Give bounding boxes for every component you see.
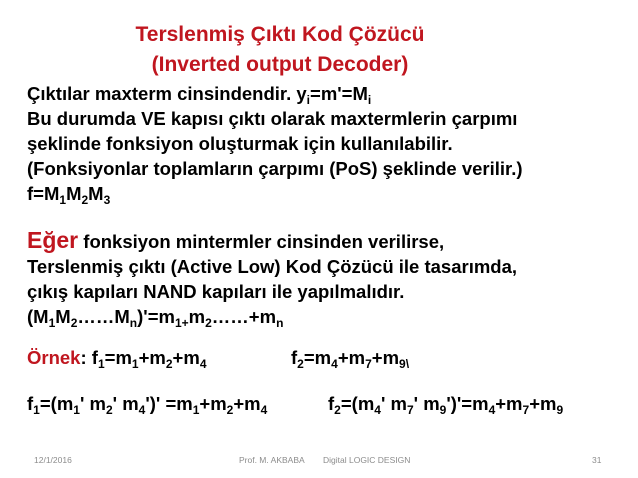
footer-course: Digital LOGIC DESIGN [323, 455, 411, 465]
result-f2: $f_2=(m_4'$ $m_7'$ $m_9')'=m_4+m_7+m_9$ [328, 393, 564, 417]
result-f1: $f_1=(m_1'$ $m_2'$ $m_4')' =m_1+m_2+m_4$ [27, 393, 268, 417]
maxterm-product: $f=M_1M_2M_3$ [27, 183, 111, 207]
body-line-3: şeklinde fonksiyon oluşturmak için kullanılabilir. [27, 133, 453, 154]
example-f2: $f_2=m_4+m_7+m_{9\backslash}$ [291, 347, 410, 371]
body-line-4: (Fonksiyonlar toplamların çarpımı (PoS) şeklinde verilir.) [27, 158, 523, 179]
body-line-6: Eğer fonksiyon mintermler cinsinden verilirse, [27, 227, 445, 253]
slide-title: Terslenmiş Çıktı Kod Çözücü [135, 23, 425, 46]
footer-page-number: 31 [592, 455, 602, 465]
slide-subtitle: (Inverted output Decoder) [151, 53, 409, 76]
footer-date: 12/1/2016 [34, 455, 72, 465]
example-line: Örnek: $f_1=m_1+m_2+m_4$ [27, 347, 207, 371]
footer-author: Prof. M. AKBABA [239, 455, 305, 465]
example-label: Örnek [27, 347, 81, 368]
body-line-2: Bu durumda VE kapısı çıktı olarak maxtermlerin çarpımı [27, 108, 518, 129]
keyword-eger: Eğer [27, 227, 79, 253]
body-line-7: Terslenmiş çıktı (Active Low) Kod Çözücü ile tasarımda, [27, 256, 518, 277]
minterm-identity: $(M_1M_2\dots\dots M_n)'=m_{1+}m_2\dots\dots+m_n$ [27, 306, 284, 330]
body-line-8: çıkış kapıları NAND kapıları ile yapılmalıdır. [27, 281, 405, 302]
body-line-1: Çıktılar maxterm cinsindendir. $y_i=m'=M_i$ [27, 83, 372, 107]
example-f1: $f_1=m_1+m_2+m_4$ [91, 347, 207, 371]
